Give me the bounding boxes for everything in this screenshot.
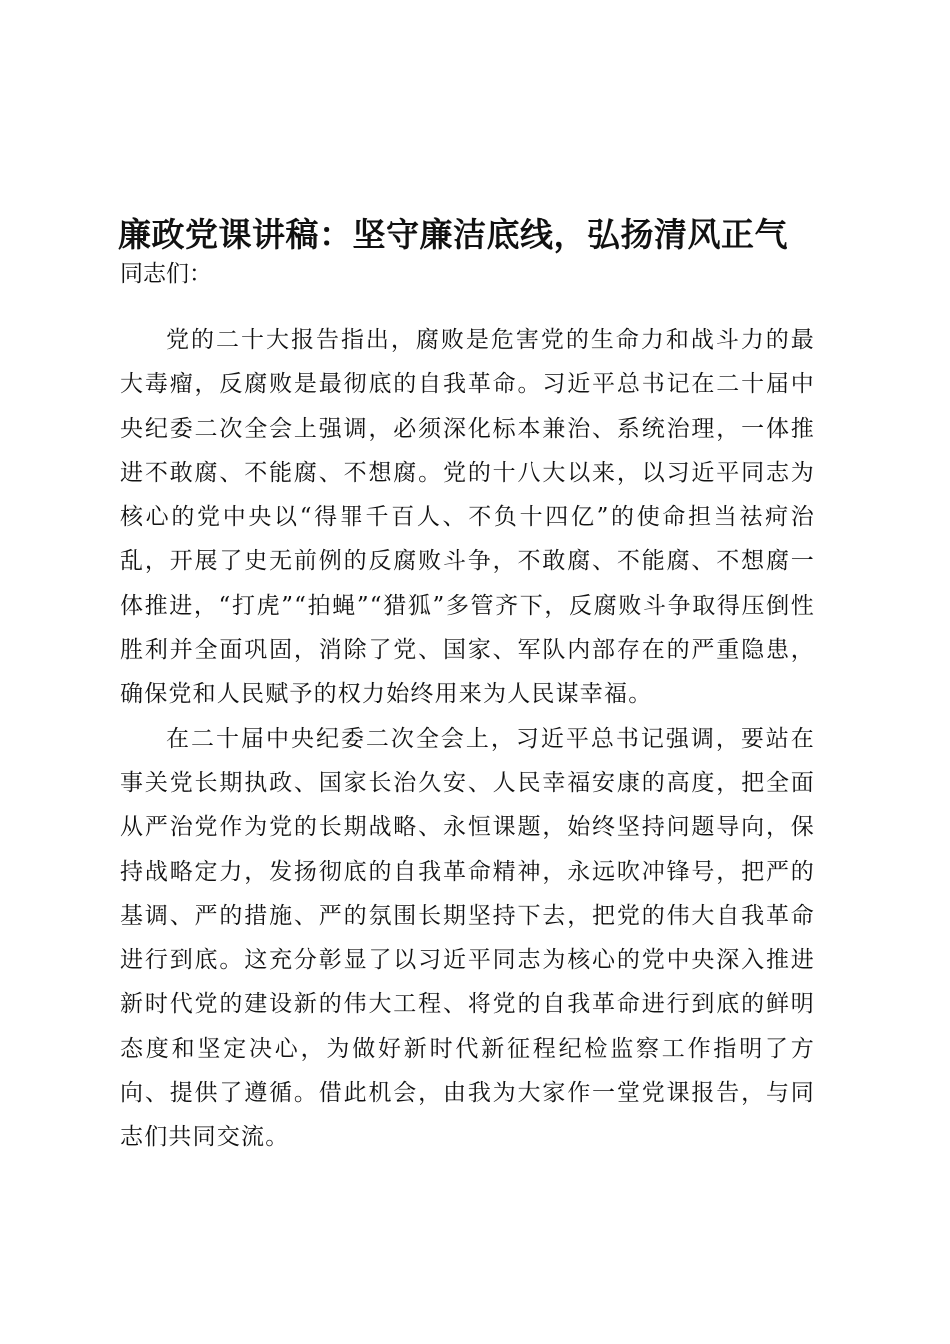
- document-body: [120, 318, 815, 1160]
- paragraph-1: 党的二十大报告指出，腐败是危害党的生命力和战斗力的最大毒瘤，反腐败是最彻底的自我革命。习近平总书记在二十届中央纪委二次全会上强调，必须深化标本兼治、系统治理，一体推进不敢腐、不能腐、不想腐。党的十八大以来，以习近平同志为核心的党中央以“得罪千百人、不负十四亿”的使命担当祛疴治乱，开展了史无前例的反腐败斗争，不敢腐、不能腐、不想腐一体推进，“打虎”“拍蝇”“猎狐”多管齐下，反腐败斗争取得压倒性胜利并全面巩固，消除了党、国家、军队内部存在的严重隐患，确保党和人民赋予的权力始终用来为人民谋幸福。: [120, 327, 815, 708]
- document-title: 廉政党课讲稿：坚守廉洁底线，弘扬清风正气: [118, 215, 788, 254]
- salutation: 同志们：: [120, 261, 212, 287]
- paragraph-2: 在二十届中央纪委二次全会上，习近平总书记强调，要站在事关党长期执政、国家长治久安、人民幸福安康的高度，把全面从严治党作为党的长期战略、永恒课题，始终坚持问题导向，保持战略定力，发扬彻底的自我革命精神，永远吹冲锋号，把严的基调、严的措施、严的氛围长期坚持下去，把党的伟大自我革命进行到底。这充分彰显了以习近平同志为核心的党中央深入推进新时代党的建设新的伟大工程、将党的自我革命进行到底的鲜明态度和坚定决心，为做好新时代新征程纪检监察工作指明了方向、提供了遵循。借此机会，由我为大家作一堂党课报告，与同志们共同交流。: [120, 725, 815, 1151]
